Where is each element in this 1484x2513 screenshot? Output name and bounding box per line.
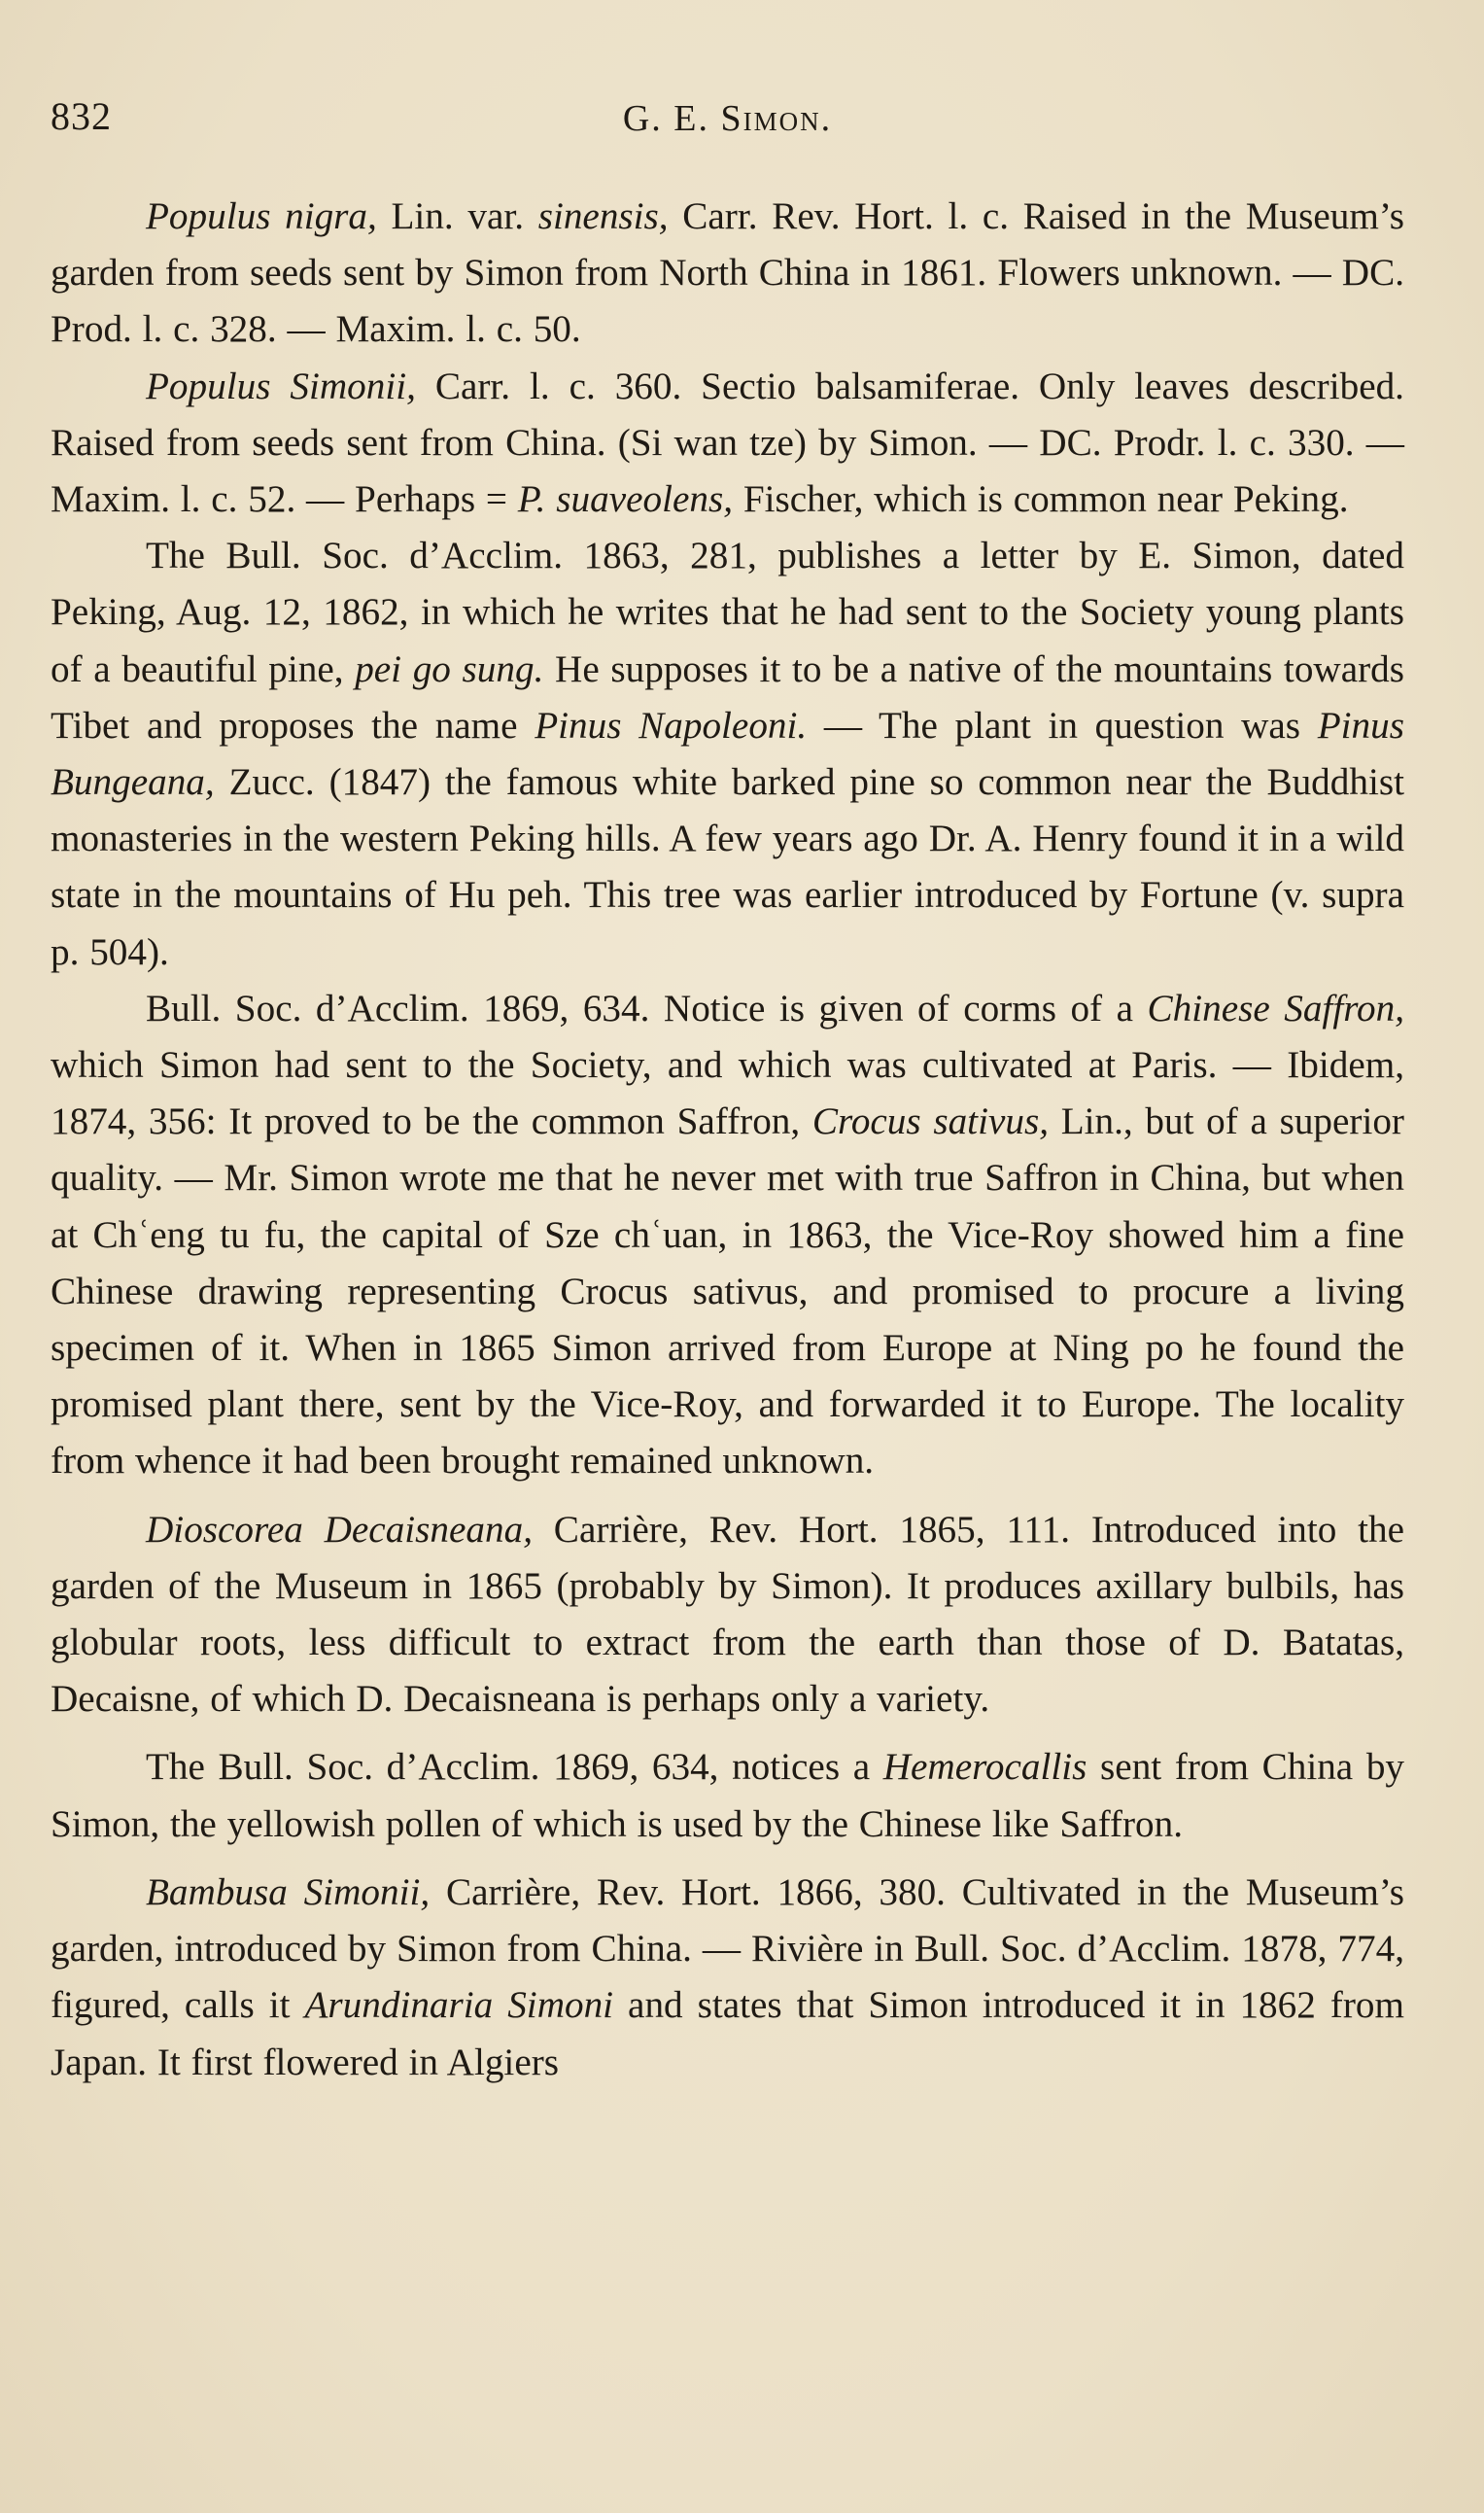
paragraph-pinus-bungeana: [51, 528, 1404, 981]
italic-term: Populus nigra,: [146, 195, 377, 237]
body-text: [51, 189, 1404, 2091]
text-run: — The plant in question was: [807, 704, 1318, 747]
text-run: He supposes it to be a native of the mountains towards Tibet and proposes the name: [51, 647, 1404, 747]
text-run: Carrière, Rev. Hort. 1865, 111. Introduced into the garden of the Museum in 1865 (probably by Simon). It produces axillary bulbils, has globular roots, less difficult to extract from the earth than those of D. Batatas, Decaisne, of which D. Decaisneana is perhaps only a variety.: [51, 1508, 1405, 1721]
paragraph-chinese-saffron: [51, 981, 1404, 1490]
text-run: sent from China by Simon, the yellowish pollen of which is used by the Chinese like Saffron.: [51, 1746, 1405, 1845]
italic-term: Populus Simonii,: [146, 365, 416, 407]
running-title: G. E. Simon.: [622, 98, 833, 139]
text-run: which Simon had sent to the Society, and which was cultivated at Paris. — Ibidem, 1874, 356: It proved to be the common Saffron,: [51, 1044, 1404, 1143]
text-run: The Bull. Soc. d’Acclim. 1869, 634, notices a: [146, 1746, 883, 1789]
italic-term: sinensis,: [537, 195, 669, 237]
italic-term: Bambusa Simonii,: [146, 1870, 431, 1913]
italic-term: Hemerocallis: [882, 1746, 1087, 1789]
italic-term: Pinus Bungeana,: [51, 704, 1404, 804]
italic-term: P. suaveolens,: [517, 478, 734, 521]
paragraph-hemerocallis: [51, 1739, 1404, 1852]
page-number: 832: [51, 94, 112, 138]
italic-term: pei go sung.: [355, 647, 544, 690]
text-run: The Bull. Soc. d’Acclim. 1863, 281, publishes a letter by E. Simon, dated Peking, Aug. 12, 1862, in which he writes that he had sent to the Society young plants of a beautiful pine,: [51, 535, 1404, 690]
text-run: Bull. Soc. d’Acclim. 1869, 634. Notice is given of corms of a: [146, 987, 1148, 1030]
text-run: Carr. Rev. Hort. l. c. Raised in the Museum’s garden from seeds sent by Simon from North China in 1861. Flowers unknown. — DC. Prod. l. c. 328. — Maxim. l. c. 50.: [51, 195, 1404, 351]
text-run: Lin. var.: [376, 195, 538, 237]
paragraph-bambusa-simonii: [51, 1865, 1404, 2091]
text-run: Zucc. (1847) the famous white barked pine so common near the Buddhist monasteries in the western Peking hills. A few years ago Dr. A. Henry found it in a wild state in the mountains of Hu peh. This tree was earlier introduced by Fortune (v. supra p. 504).: [51, 761, 1404, 973]
text-run: Carrière, Rev. Hort. 1866, 380. Cultivated in the Museum’s garden, introduced by Simon from China. — Rivière in Bull. Soc. d’Acclim. 1878, 774, figured, calls it: [51, 1870, 1405, 2027]
paragraph-populus-nigra: [51, 189, 1404, 359]
text-run: Lin., but of a superior quality. — Mr. Simon wrote me that he never met with true Saffron in China, but when at Chʿeng tu fu, the capital of Sze chʿuan, in 1863, the Vice-Roy showed him a fine Chinese drawing representing Crocus sativus, and promised to procure a living specimen of it. When in 1865 Simon arrived from Europe at Ning po he found the promised plant there, sent by the Vice-Roy, and forwarded it to Europe. The locality from whence it had been brought remained unknown.: [51, 1100, 1404, 1483]
paragraph-dioscorea: [51, 1502, 1404, 1728]
italic-term: Chinese Saffron,: [1147, 987, 1404, 1030]
italic-term: Dioscorea Decaisneana,: [146, 1508, 533, 1551]
text-run: Carr. l. c. 360. Sectio balsamiferae. Only leaves described. Raised from seeds sent from China. (Si wan tze) by Simon. — DC. Prodr. l. c. 330. — Maxim. l. c. 52. — Perhaps =: [51, 365, 1404, 521]
text-run: Fischer, which is common near Peking.: [733, 478, 1349, 521]
running-head: [51, 93, 1404, 152]
italic-term: Pinus Napoleoni.: [535, 704, 808, 747]
paragraph-populus-simonii: [51, 359, 1404, 529]
italic-term: Arundinaria Simoni: [304, 1984, 614, 2027]
text-run: and states that Simon introduced it in 1862 from Japan. It first flowered in Algiers: [51, 1984, 1404, 2083]
italic-term: Crocus sativus,: [811, 1100, 1049, 1143]
